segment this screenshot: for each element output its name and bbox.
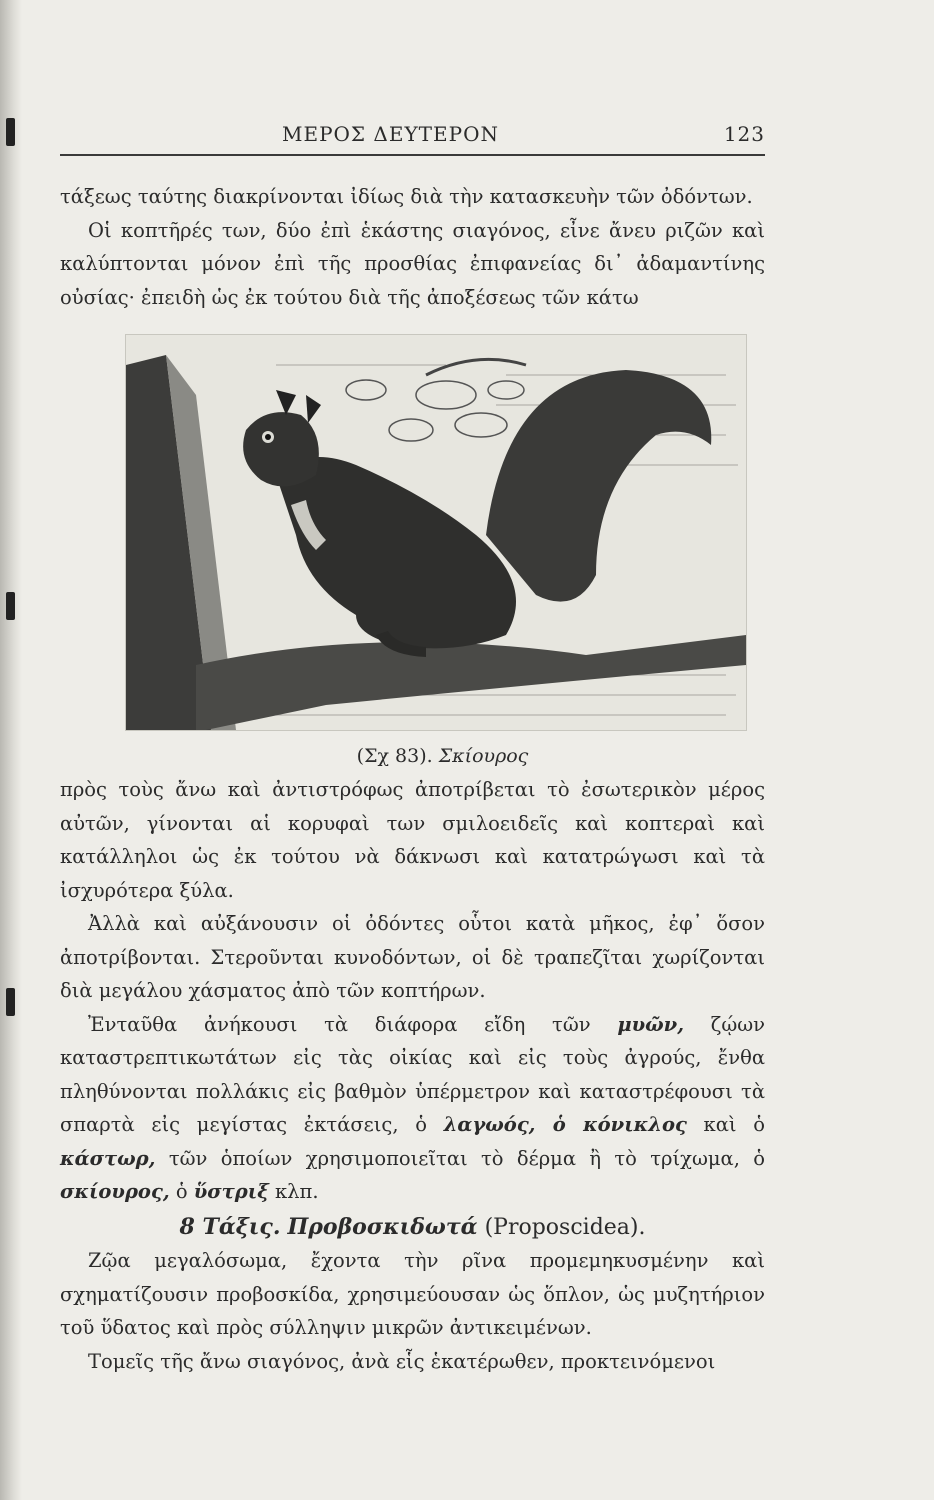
running-head	[60, 120, 765, 154]
term-squirrel: σκίουρος,	[60, 1180, 170, 1203]
figure-caption	[120, 745, 765, 767]
book-binding	[0, 0, 22, 1500]
text-run: κλπ.	[274, 1180, 319, 1203]
term-beaver: κάστωρ,	[60, 1146, 156, 1170]
text-run: Ἐνταῦθα ἀνήκουσι τὰ διάφορα εἴδη τῶν	[88, 1012, 591, 1036]
text-run: τῶν ὁποίων χρησιμοποιεῖται τὸ δέρμα ἢ τὸ τρίχωμα, ὁ	[168, 1146, 765, 1170]
caption-name: Σκίουρος	[438, 745, 529, 767]
squirrel-illustration	[125, 334, 747, 731]
binding-hole	[6, 988, 15, 1016]
term-mice: μυῶν,	[617, 1012, 685, 1036]
caption-figure-number: (Σχ 83).	[356, 745, 433, 767]
body-text	[60, 180, 765, 314]
paragraph: Ἀλλὰ καὶ αὐξάνουσιν οἱ ὀδόντες οὗτοι κατὰ μῆκος, ἐφ᾽ ὅσον ἀποτρίβονται. Στεροῦνται κυνοδόντων, οἱ δὲ τραπεζῖται χωρίζονται διὰ μεγάλου χάσματος ἀπὸ τῶν κοπτήρων.	[60, 912, 765, 1002]
binding-hole	[6, 592, 15, 620]
header-rule	[60, 154, 765, 156]
term-hare-rabbit: λαγωός, ὁ κόνικλος	[443, 1113, 687, 1136]
text-run: ζῴων καταστρεπτικωτάτων εἰς τὰς οἰκίας καὶ εἰς τοὺς ἀγρούς, ἔνθα πληθύνονται πολλάκις εἰς βαθμὸν ὑπέρμετρον καὶ καταστρέφουσι τὰ σπαρτὰ εἰς μεγίστας ἐκτάσεις, ὁ	[60, 1012, 765, 1136]
paragraph-rodents	[60, 1008, 765, 1209]
text-run: ὁ	[175, 1180, 188, 1203]
squirrel-engraving	[126, 335, 746, 730]
text-run: καὶ ὁ	[703, 1113, 765, 1136]
paragraph: Οἱ κοπτῆρές των, δύο ἐπὶ ἑκάστης σιαγόνος, εἶνε ἄνευ ριζῶν καὶ καλύπτονται μόνον ἐπὶ τῆς προσθίας ἐπιφανείας δι᾽ ἀδαμαντίνης οὐσίας· ἐπειδὴ ὡς ἐκ τούτου διὰ τῆς ἀποξέσεως τῶν κάτω	[60, 218, 765, 309]
binding-hole	[6, 118, 15, 146]
term-porcupine: ὕστριξ	[193, 1180, 269, 1203]
paragraph: πρὸς τοὺς ἄνω καὶ ἀντιστρόφως ἀποτρίβεται τὸ ἐσωτερικὸν μέρος αὐτῶν, γίνονται αἱ κορυφαὶ των σμιλοειδεῖς καὶ κοπτεραὶ καὶ κατάλληλοι ὡς ἐκ τούτου νὰ δάκνωσι καὶ κατατρώγωσι καὶ τὰ ἰσχυρότερα ξύλα.	[60, 778, 765, 902]
running-head-title: ΜΕΡΟΣ ΔΕΥΤΕΡΟΝ	[282, 122, 499, 146]
heading-number: 8 Τάξις.	[179, 1213, 281, 1240]
book-page	[60, 120, 765, 1378]
heading-name: Προβοσκιδωτά	[287, 1213, 478, 1240]
paragraph: τάξεως ταύτης διακρίνονται ἰδίως διὰ τὴν κατασκευὴν τῶν ὀδόντων.	[60, 185, 753, 208]
body-text-continued	[60, 773, 765, 1378]
section-heading	[60, 1211, 765, 1245]
paragraph: Τομεῖς τῆς ἄνω σιαγόνος, ἀνὰ εἷς ἑκατέρωθεν, προκτεινόμενοι	[88, 1349, 716, 1373]
paragraph: Ζῷα μεγαλόσωμα, ἔχοντα τὴν ρῖνα προμεμηκυσμένην καὶ σχηματίζουσιν προβοσκίδα, χρησιμεύουσαν ὡς ὅπλον, ὡς μυζητήριον τοῦ ὕδατος καὶ πρὸς σύλληψιν μικρῶν ἀντικειμένων.	[60, 1249, 765, 1339]
heading-latin: (Proposcidea).	[484, 1214, 646, 1240]
page-number: 123	[723, 122, 765, 146]
